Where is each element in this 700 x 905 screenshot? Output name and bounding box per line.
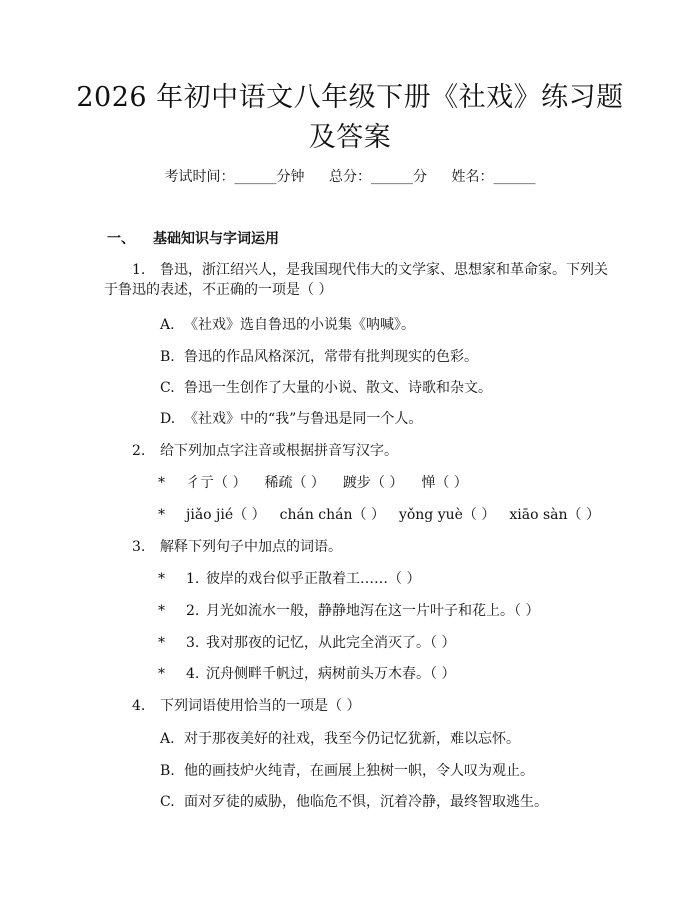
bullet-mark: * <box>158 507 165 523</box>
option-text: 《社戏》中的“我”与鲁迅是同一个人。 <box>184 411 423 427</box>
question-text: 下列词语使用恰当的一项是（ ） <box>160 698 361 714</box>
sub-text: 沉舟侧畔千帆过，病树前头万木春。（ ） <box>206 666 456 682</box>
option-letter: D. <box>160 411 176 427</box>
option-text: 他的画技炉火纯青，在画展上独树一帜，令人叹为观止。 <box>184 763 534 779</box>
title-line-2: 及答案 <box>308 122 392 153</box>
q2-item: chán chán（ ） <box>279 507 385 523</box>
option-text: 《社戏》选自鲁迅的小说集《呐喊》。 <box>184 317 415 333</box>
q3-item-1 <box>158 569 420 589</box>
q2-item: 踱步（ ） <box>342 475 404 491</box>
bullet-mark: * <box>158 475 165 491</box>
title-line-1: 2026 年初中语文八年级下册《社戏》练习题 <box>76 82 624 113</box>
question-number: 1. <box>132 262 146 278</box>
question-text: 鲁迅，浙江绍兴人，是我国现代伟大的文学家、思想家和革命家。下列关 <box>160 262 608 278</box>
sub-number: 4. <box>186 666 200 682</box>
document-title <box>60 78 640 158</box>
q4-option-b <box>160 761 534 781</box>
option-letter: C. <box>160 794 175 810</box>
total-score: 总分：______分 <box>329 169 427 185</box>
section-number: 一、 <box>107 231 135 247</box>
q1-option-b <box>160 347 478 367</box>
q3-item-3 <box>158 633 455 653</box>
sub-number: 2. <box>186 603 200 619</box>
q2-item: yǒng yuè（ ） <box>398 507 496 523</box>
q3-item-4 <box>158 664 455 684</box>
option-letter: A. <box>160 317 175 333</box>
question-text: 解释下列句子中加点的词语。 <box>160 539 342 555</box>
sub-text: 我对那夜的记忆，从此完全消灭了。（ ） <box>206 635 456 651</box>
q2-row-2 <box>158 505 600 525</box>
q4-option-c <box>160 792 548 812</box>
q2-item: xiāo sàn（ ） <box>509 507 600 523</box>
sub-number: 1. <box>186 571 200 587</box>
exam-time: 考试时间：______分钟 <box>164 169 305 185</box>
sub-text: 彼岸的戏台似乎正散着工……（ ） <box>206 571 421 587</box>
sub-text: 月光如流水一般，静静地泻在这一片叶子和花上。（ ） <box>206 603 540 619</box>
section-title: 基础知识与字词运用 <box>153 231 279 247</box>
q2-item: jiǎo jié（ ） <box>186 507 266 523</box>
section-heading <box>107 228 279 248</box>
exam-info <box>0 166 700 186</box>
q1-option-d <box>160 409 422 429</box>
q2-row-1 <box>158 473 468 493</box>
q1-option-a <box>160 315 415 335</box>
question-number: 4. <box>132 698 146 714</box>
question-1-continuation: 于鲁迅的表述，不正确的一项是（ ） <box>104 282 333 298</box>
option-text: 对于那夜美好的社戏，我至今仍记忆犹新，难以忘怀。 <box>184 731 520 747</box>
question-2 <box>132 441 398 461</box>
q3-item-2 <box>158 601 539 621</box>
option-letter: A. <box>160 731 175 747</box>
question-number: 2. <box>132 443 146 459</box>
option-letter: B. <box>160 763 175 779</box>
bullet-mark: * <box>158 666 165 682</box>
q2-item: 稀疏（ ） <box>264 475 325 491</box>
question-3 <box>132 537 342 557</box>
q2-item: 彳亍（ ） <box>186 475 247 491</box>
bullet-mark: * <box>158 603 165 619</box>
option-text: 鲁迅的作品风格深沉，常带有批判现实的色彩。 <box>184 349 478 365</box>
q1-option-c <box>160 378 492 398</box>
question-number: 3. <box>132 539 146 555</box>
sub-number: 3. <box>186 635 200 651</box>
question-1 <box>132 260 608 280</box>
bullet-mark: * <box>158 571 165 587</box>
option-letter: C. <box>160 380 175 396</box>
option-text: 面对歹徒的威胁，他临危不惧，沉着冷静，最终智取逃生。 <box>184 794 548 810</box>
option-letter: B. <box>160 349 175 365</box>
question-4 <box>132 696 360 716</box>
option-text: 鲁迅一生创作了大量的小说、散文、诗歌和杂文。 <box>184 380 492 396</box>
q4-option-a <box>160 729 520 749</box>
bullet-mark: * <box>158 635 165 651</box>
q2-item: 惮（ ） <box>421 475 468 491</box>
question-text: 给下列加点字注音或根据拼音写汉字。 <box>160 443 398 459</box>
student-name: 姓名：______ <box>451 169 536 185</box>
